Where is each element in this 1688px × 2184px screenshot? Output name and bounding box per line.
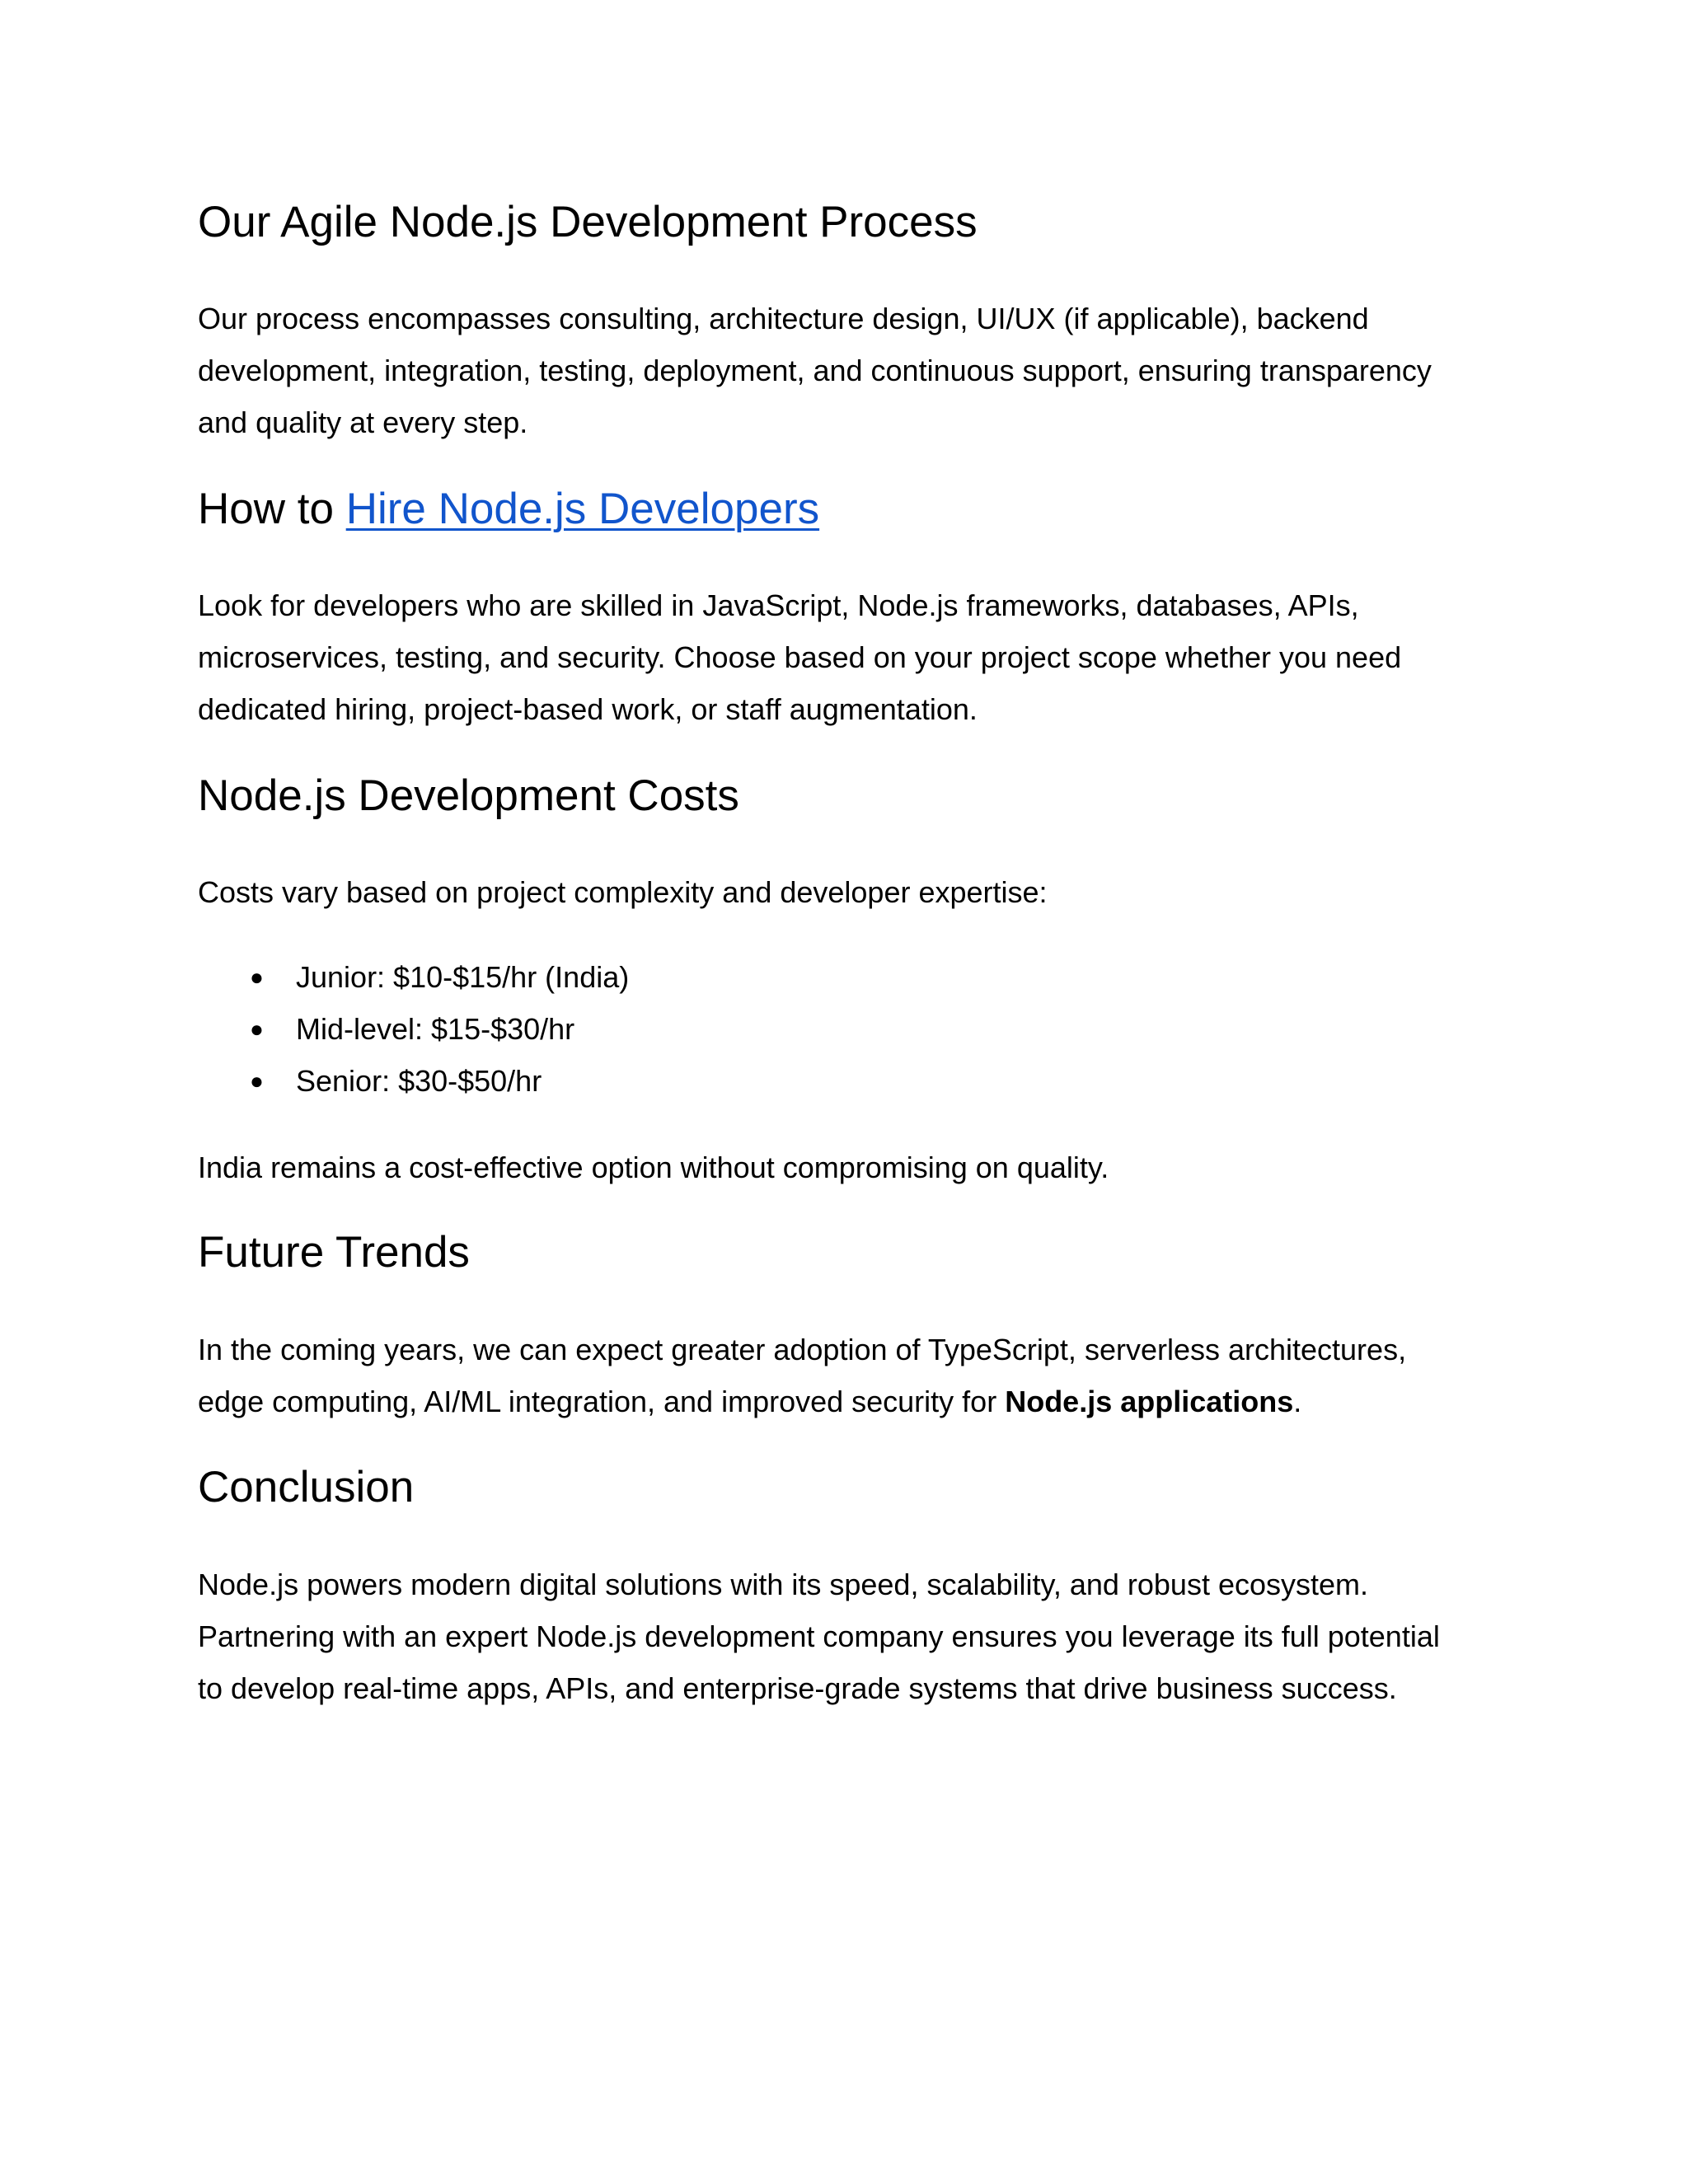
- paragraph-line: microservices, testing, and security. Choose based on your project scope whether you need: [198, 640, 1402, 674]
- paragraph-line: Look for developers who are skilled in JavaScript, Node.js frameworks, databases, APIs,: [198, 588, 1359, 622]
- paragraph-line: Node.js powers modern digital solutions with its speed, scalability, and robust ecosystem.: [198, 1568, 1369, 1601]
- bullet-icon: ●: [250, 1016, 264, 1042]
- list-item: [198, 1055, 629, 1107]
- paragraph-costs-outro: India remains a cost-effective option without compromising on quality.: [198, 1151, 1109, 1184]
- paragraph-trends: [198, 1324, 1406, 1427]
- heading-trends: Future Trends: [198, 1228, 470, 1277]
- paragraph-process: [198, 293, 1432, 448]
- list-item-text: Junior: $10-$15/hr (India): [296, 960, 630, 994]
- paragraph-hire: [198, 579, 1401, 735]
- cost-list: [198, 951, 629, 1107]
- paragraph-line: development, integration, testing, deployment, and continuous support, ensuring transparency: [198, 354, 1432, 387]
- paragraph-line: In the coming years, we can expect greater adoption of TypeScript, serverless architectures,: [198, 1333, 1407, 1366]
- heading-conclusion: Conclusion: [198, 1463, 415, 1511]
- heading-process: Our Agile Node.js Development Process: [198, 198, 978, 246]
- paragraph-conclusion: [198, 1558, 1440, 1714]
- list-item: [198, 951, 629, 1003]
- list-item: [198, 1003, 629, 1055]
- heading-costs: Node.js Development Costs: [198, 771, 739, 820]
- paragraph-line-suffix: .: [1293, 1385, 1302, 1418]
- paragraph-line: Partnering with an expert Node.js development company ensures you leverage its full potential: [198, 1619, 1440, 1653]
- paragraph-line-prefix: edge computing, AI/ML integration, and improved security for: [198, 1385, 1006, 1418]
- hire-developers-link[interactable]: Hire Node.js Developers: [345, 485, 820, 533]
- heading-hire: [198, 483, 819, 536]
- paragraph-costs-intro: Costs vary based on project complexity and developer expertise:: [198, 875, 1048, 909]
- list-item-text: Mid-level: $15-$30/hr: [296, 1012, 575, 1046]
- paragraph-line: and quality at every step.: [198, 405, 528, 439]
- bullet-icon: ●: [250, 964, 264, 990]
- list-item-text: Senior: $30-$50/hr: [296, 1064, 542, 1098]
- bold-term: Node.js applications: [1005, 1385, 1294, 1418]
- paragraph-line: to develop real-time apps, APIs, and enterprise-grade systems that drive business success.: [198, 1671, 1397, 1705]
- heading-hire-prefix: How to: [198, 485, 346, 533]
- bullet-icon: ●: [250, 1068, 264, 1094]
- paragraph-line: dedicated hiring, project-based work, or staff augmentation.: [198, 692, 978, 726]
- paragraph-line: Our process encompasses consulting, architecture design, UI/UX (if applicable), backend: [198, 302, 1369, 335]
